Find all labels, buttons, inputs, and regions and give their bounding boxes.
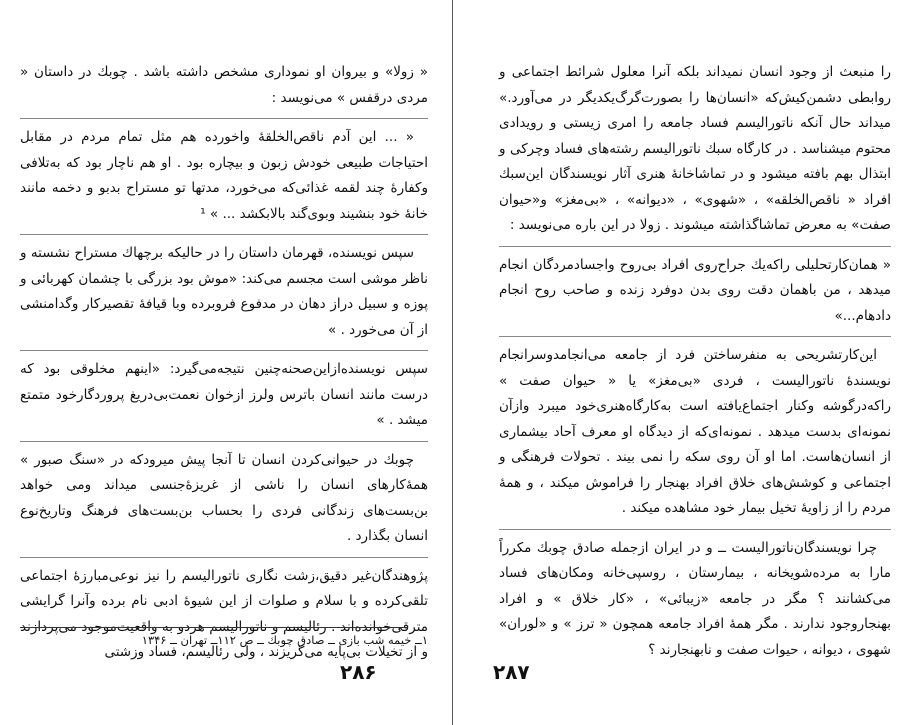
paragraph: را منبعث از وجود انسان نمیداند بلکه آنرا معلول شرائط اجتماعی و روابطی دشمن‌کیش‌که «انسان‌ها را بصورت‌گرگ‌یکدیگر در می‌آورد.» میداند حال آنکه ناتورالیسم فساد جامعه را امری زیستی و رویدادی محتوم میشناسد . در کارگاه سبك ناتورالیسم رشته‌های فساد وچرکی و ابتذال بهم بافته میشود و در تماشاخانهٔ هنری آثار نویسندگان این‌سبك افراد « ناقص‌الخلقه» ، «شهوی» ، «دیوانه» ، «بی‌مغز» و«حیوان صفت» به معرض تماشاگذاشته میشوند . زولا در این باره می‌نویسد : bbox=[499, 64, 891, 233]
right-page-text bbox=[499, 60, 891, 663]
footnote: ۱ــ خیمه شب بازی ــ صادق چوبك ــ ص ۱۱۲ــ تهران ــ ۱۳۴۶ bbox=[141, 633, 428, 647]
paragraph: « همان‌کارتحلیلی راکه‌یك جراح‌روی افراد بی‌روح واجسادمردگان انجام میدهد ، من باهمان دقت روی بدن دوفرد زنده و صاحب روح انجام دادهام...» bbox=[499, 256, 891, 324]
footnote-rule bbox=[20, 627, 408, 628]
paragraph: « ... این آدم ناقص‌الخلقهٔ واخورده هم مثل تمام مردم در مقابل احتیاجات طبیعی خودش زبون و بیچاره بود . او هم ناچار بود که به‌تلافی وکفارهٔ چند لقمه غذائی‌که می‌خورد، مدتها تو مستراح بدبو و دخمه مانند خانهٔ خود بنشیند وبوی‌گند بالابکشد ... » ¹ bbox=[20, 129, 428, 222]
page-number: ۲۸۶ bbox=[340, 660, 377, 684]
paragraph-divider bbox=[499, 246, 891, 247]
paragraph-divider bbox=[499, 336, 891, 337]
paragraph: پژوهندگان‌غیر دقیق،زشت نگاری ناتورالیسم را نیز نوعی‌مبارزهٔ اجتماعی تلقی‌کرده و با سلام و صلوات از این شیوهٔ ادبی نام برده وآنرا گرایشی مترقی‌خوانده‌اند . رئالیسم و ناتورالیسم هردو به واقعیت‌موجود می‌پردازند و از تخیلات بی‌پایه می‌گریزند ، ولی رئالیسم، فساد وزشتی bbox=[20, 567, 428, 660]
left-page-text bbox=[20, 60, 428, 666]
paragraph: « زولا» و بیروان او نموداری مشخص داشته باشد . چوبك در داستان « مردی درقفس » می‌نویسد : bbox=[20, 64, 428, 106]
right-page bbox=[453, 0, 908, 725]
page-number: ۲۸۷ bbox=[493, 660, 530, 684]
paragraph-divider bbox=[20, 441, 428, 442]
paragraph: این‌کارتشریحی به منفرساختن فرد از جامعه می‌انجامدوسرانجام نویسندهٔ ناتورالیست ، فردی «بی‌مغز» یا « حیوان صفت » راکه‌درگوشه وکنار اجتماع‌یافته است به‌کارگاه‌هنری‌خود میبرد وازآن نمونه‌ای بدست میدهد . نمونه‌ای‌که از دیدگاه او معرف آحاد بیشماری از انسان‌هاست. اما او آن روی سکه را نمی بیند . تحولات فرهنگی و اجتماعی و کوشش‌های خلاق افراد بهنجار را فراموش میکند ، و همهٔ مردم را از زاویهٔ تخیل بیمار خود مشاهده میکند . bbox=[499, 347, 891, 516]
paragraph: چوبك در حیوانی‌کردن انسان تا آنجا پیش میرودکه در «سنگ صبور » همهٔ‌کارهای انسان را ناشی از غریزهٔ‌جنسی میداند ومی خواهد بن‌بست‌های زندگانی فردی را بحساب بن‌بست‌های فرهنگ وتاریخ‌نوع انسان بگذارد . bbox=[20, 451, 428, 544]
left-page bbox=[0, 0, 453, 725]
paragraph: سپس نویسنده‌ازاین‌صحنه‌چنین نتیجه‌می‌گیرد: «اینهم مخلوقی بود که درست مانند انسان باترس ولرز ازخوان نعمت‌بی‌دریغ پروردگارخود متمتع میشد . » bbox=[20, 361, 428, 428]
paragraph: سپس نویسنده، قهرمان داستان را در حالیکه برچهاك مستراح نشسته و ناظر موشی است مجسم می‌کند: «موش بود بزرگی با چشمان کهربائی و پوزه و سبیل دراز دهان در مدفوع فروبرده وبا قیافهٔ تقصیر‌کار وگدامنشی از آن می‌خورد . » bbox=[20, 245, 428, 338]
paragraph-divider bbox=[20, 557, 428, 558]
paragraph-divider bbox=[20, 234, 428, 235]
paragraph-divider bbox=[20, 350, 428, 351]
paragraph: چرا نویسندگان‌ناتورالیست ــ و در ایران ازجمله صادق چوبك مکرراً مارا به مرده‌شویخانه ، بیمارستان ، روسپی‌خانه ومکان‌های فساد می‌کشانند ؟ مگر در جامعه «زیبائی» ، «کار خلاق » و افراد بهنجاروجود ندارند . مگر همهٔ افراد جامعه همچون « ترز » و «لوران» شهوی ، دیوانه ، حیوات صفت و نابهنجارند ؟ bbox=[499, 539, 891, 658]
paragraph-divider bbox=[20, 118, 428, 119]
paragraph-divider bbox=[499, 529, 891, 530]
